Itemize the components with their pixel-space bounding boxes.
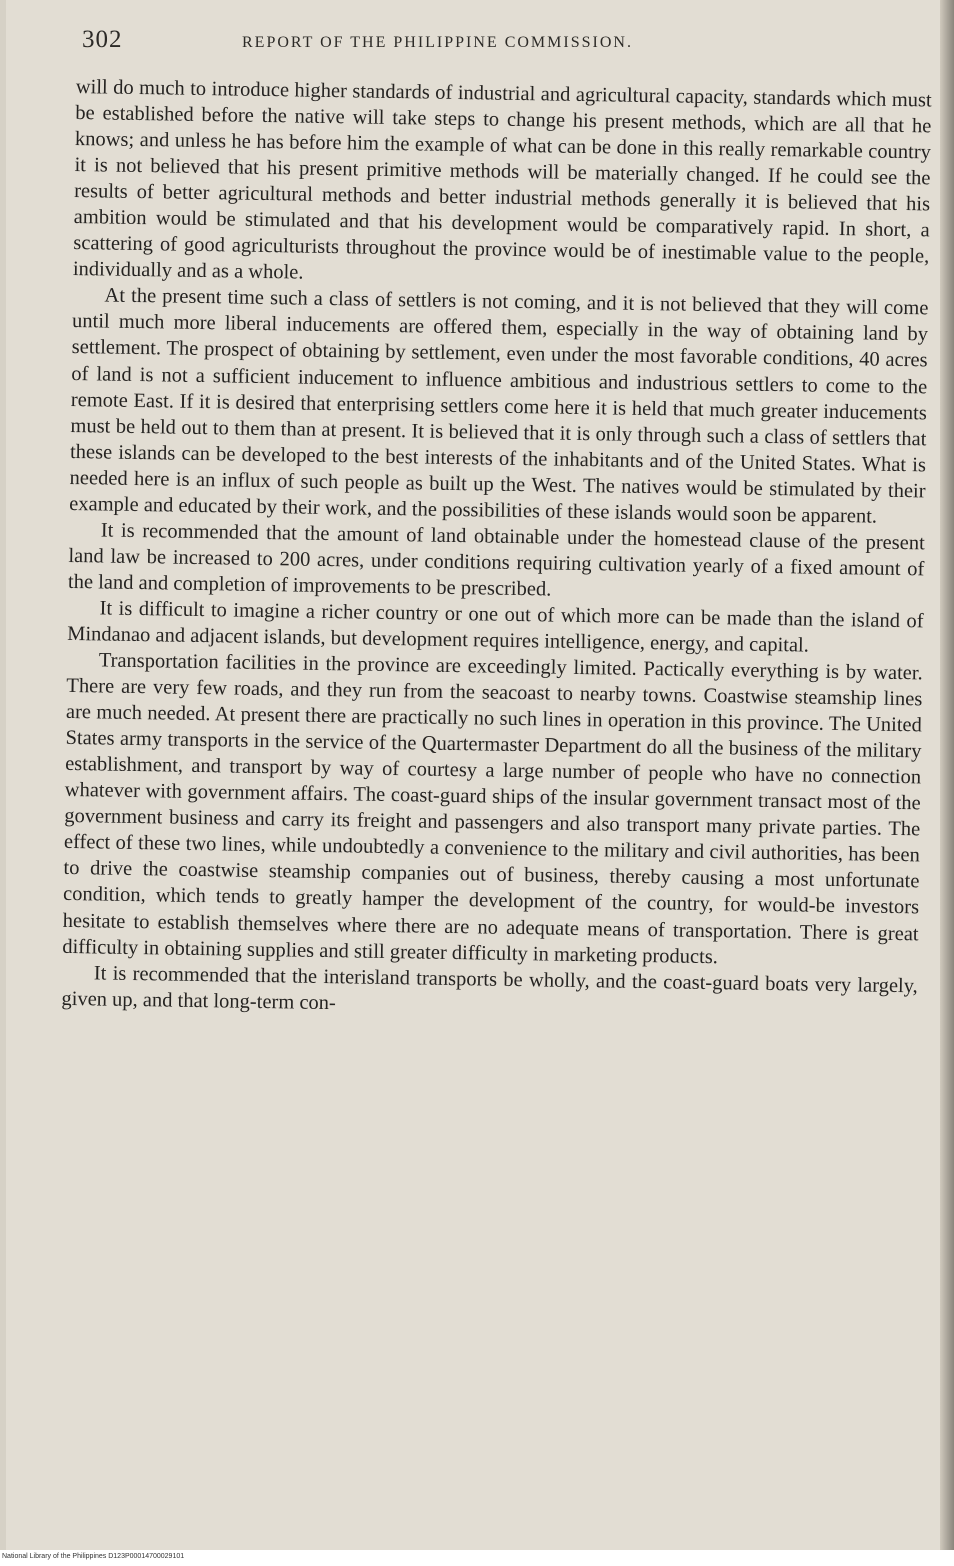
paragraph-continued: will do much to introduce higher standards of industrial and agricultural capacity, standards which must be established before the native will take steps to change his present methods, which are all that he knows; and unless he has before him the example of what can be done in this really remarkable country it is not believed that his present primitive methods will be materially changed. If he could see the results of better agricultural methods and better industrial methods generally it is believed that his ambition would be stimulated and that his development would be comparatively rapid. In short, a scattering of good agriculturists throughout the province would be of inestimable value to the people, individually and as a whole. <box>72 75 932 284</box>
paragraph-mindanao: It is difficult to imagine a richer country or one out of which more can be made than the island of Mindanao and adjacent islands, but development requires intelligence, energy, and capital. <box>67 597 924 657</box>
paragraph-homestead-recommendation: It is recommended that the amount of land obtainable under the homestead clause of the present land law be increased to 200 acres, under conditions requiring cultivation yearly of a fixed amount of the land and completion of improvements to be prescribed. <box>67 519 925 601</box>
paragraph-transportation: Transportation facilities in the province are exceedingly limited. Pactically everything is by water. There are very few roads, and they run from the seacoast to nearby towns. Coastwise steamship lines are much needed. At present there are practically no such lines in operation in this province. The United States army transports in the service of the Quartermaster Department do all the business of the military establishment, and transport by way of courtesy a large number of people who have no connection whatever with government affairs. The coast-guard ships of the insular government transact most of the government business and carry its freight and passengers and also transport many private parties. The effect of these two lines, while undoubtedly a convenience to the military and civil authorities, has been to drive the coastwise steamship companies out of business, thereby causing a most unfortunate condition, which tends to greatly hamper the development of the country, for would-be investors hesitate to establish themselves where there are no adequate means of transportation. There is great difficulty in obtaining supplies and still greater difficulty in marketing products. <box>62 649 923 968</box>
page-number: 302 <box>82 26 123 53</box>
footer-strip <box>0 1550 954 1566</box>
library-footer: National Library of the Philippines D123P00014700029101 <box>2 1553 185 1560</box>
paragraph-settlers: At the present time such a class of settlers is not coming, and it is not believed that they will come until much more liberal inducements are offered them, especially in the way of obtaining land by settlement. The prospect of obtaining by settlement, even under the most favorable conditions, 40 acres of land is not a sufficient inducement to influence ambitious and industrious settlers to come to the remote East. If it is desired that enterprising settlers come here it is held that much greater inducements must be held out to them than at present. It is believed that it is only through such a class of settlers that these islands can be developed to the best interests of the inhabitants and of the United States. What is needed here is an influx of such people as built up the West. The natives would be stimulated by their example and educated by their work, and the possibilities of these islands would soon be apparent. <box>69 284 929 528</box>
running-title: REPORT OF THE PHILIPPINE COMMISSION. <box>242 34 633 51</box>
page-left-edge <box>0 0 6 1550</box>
running-header <box>82 26 918 56</box>
body-text <box>61 74 932 1025</box>
page-right-edge-shadow <box>940 0 954 1550</box>
paragraph-interisland-recommendation: It is recommended that the interisland transports be wholly, and the coast-guard boats very largely, given up, and that long-term con- <box>61 961 918 1014</box>
